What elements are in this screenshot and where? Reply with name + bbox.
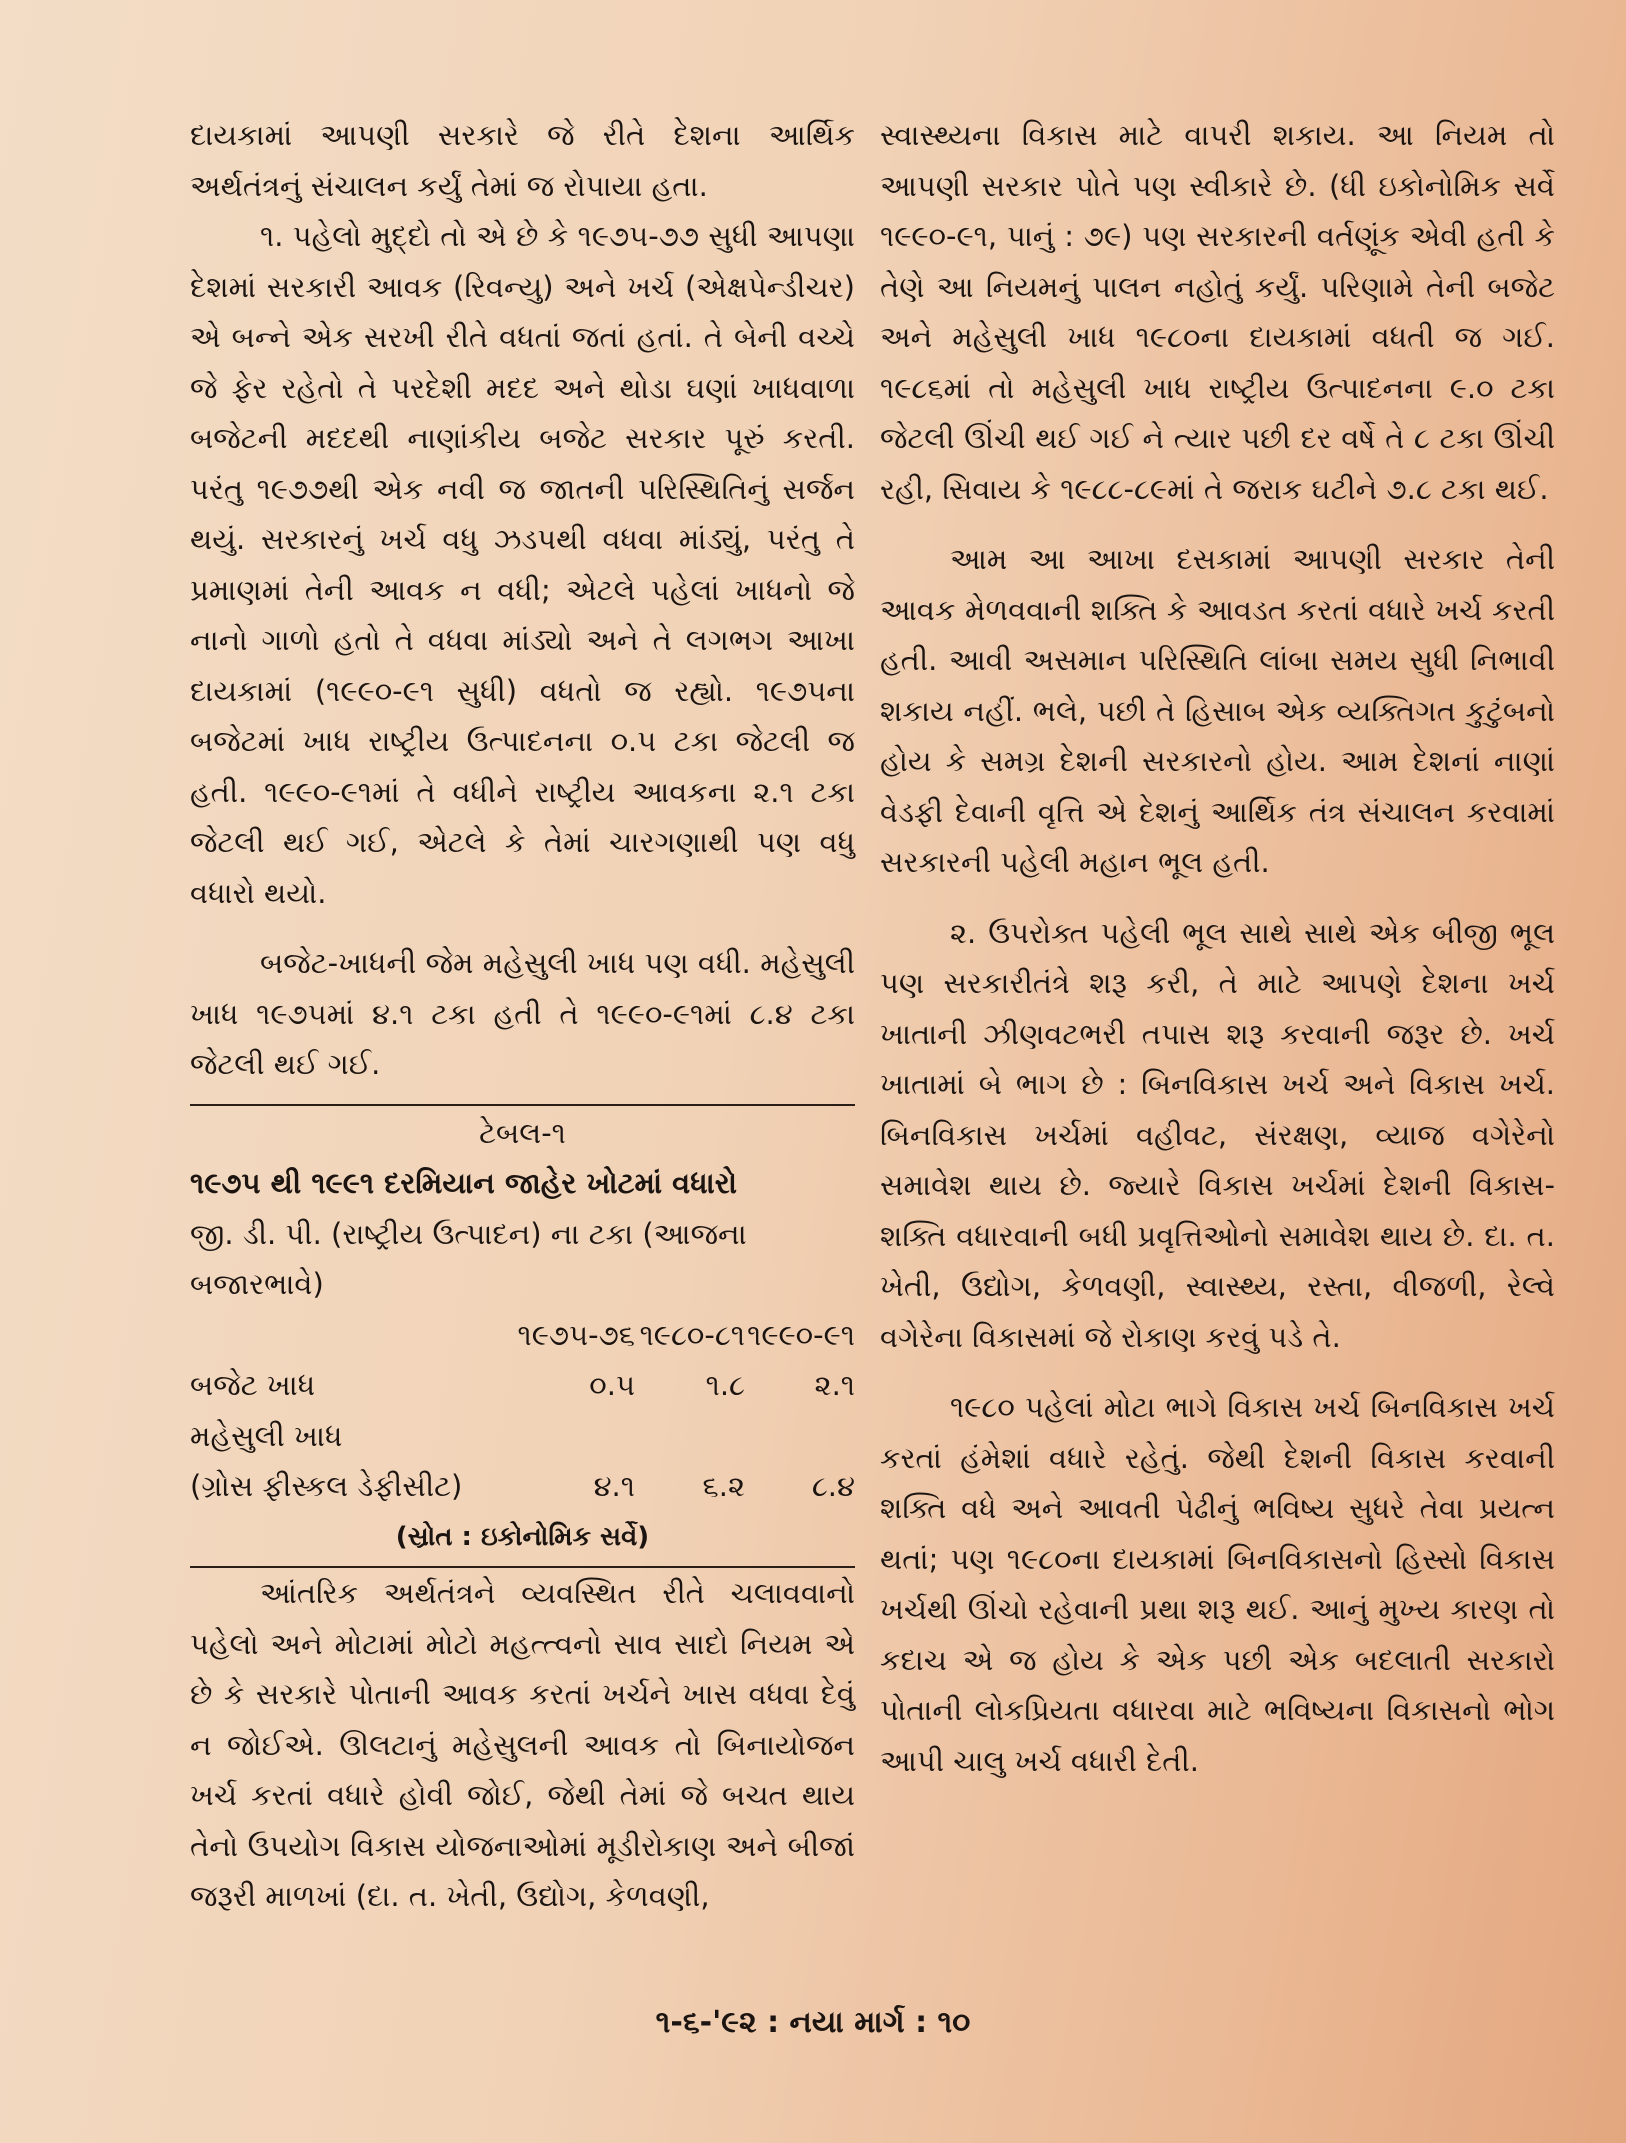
cell-value: ૨.૧	[814, 1368, 855, 1402]
row-label: (ગ્રોસ ફીસ્કલ ડેફીસીટ)	[190, 1469, 463, 1503]
right-column	[880, 110, 1555, 1786]
cell-value: ૪.૧	[593, 1469, 635, 1503]
table-header-row	[190, 1310, 855, 1361]
table-row	[190, 1360, 855, 1411]
row-label: મહેસુલી ખાધ	[190, 1418, 343, 1453]
row-label: બજેટ ખાધ	[190, 1368, 316, 1402]
cell-value: ૬.૨	[702, 1469, 745, 1503]
paragraph: ૧૯૮૦ પહેલાં મોટા ભાગે વિકાસ ખર્ચ બિનવિકાસ ખર્ચ કરતાં હંમેશાં વધારે રહેતું. જેથી દેશની વિકાસ કરવાની શક્તિ વધે અને આવતી પેઢીનું ભવિષ્ય સુધરે તેવા પ્રયત્ન થતાં; પણ ૧૯૮૦ના દાયકામાં બિનવિકાસનો હિસ્સો વિકાસ ખર્ચથી ઊંચો રહેવાની પ્રથા શરૂ થઈ. આનું મુખ્ય કારણ તો કદાચ એ જ હોય કે એક પછી એક બદલાતી સરકારો પોતાની લોકપ્રિયતા વધારવા માટે ભવિષ્યના વિકાસનો ભોગ આપી ચાલુ ખર્ચ વધારી દેતી.	[880, 1390, 1555, 1778]
table-row	[190, 1461, 855, 1512]
table-title: ૧૯૭૫ થી ૧૯૯૧ દરમિયાન જાહેર ખોટમાં વધારો	[190, 1166, 737, 1200]
paragraph: બજેટ-ખાધની જેમ મહેસુલી ખાધ પણ વધી. મહેસુલી ખાધ ૧૯૭૫માં ૪.૧ ટકા હતી તે ૧૯૯૦-૯૧માં ૮.૪ ટકા જેટલી થઈ ગઈ.	[190, 946, 855, 1081]
table-source: (સ્રોત : ઇકોનોમિક સર્વે)	[395, 1521, 650, 1552]
cell-value: ૦.૫	[589, 1368, 635, 1402]
table-label: ટેબલ-૧	[479, 1115, 566, 1150]
table-row	[190, 1411, 855, 1462]
paragraph: આંતરિક અર્થતંત્રને વ્યવસ્થિત રીતે ચલાવવાનો પહેલો અને મોટામાં મોટો મહત્ત્વનો સાવ સાદો નિયમ એ છે કે સરકારે પોતાની આવક કરતાં ખર્ચને ખાસ વધવા દેવું ન જોઈએ. ઊલટાનું મહેસુલની આવક તો બિનાયોજન ખર્ચ કરતાં વધારે હોવી જોઈ, જેથી તેમાં જે બચત થાય તેનો ઉપયોગ વિકાસ યોજનાઓમાં મૂડીરોકાણ અને બીજાં જરૂરી માળખાં (દા. ત. ખેતી, ઉદ્યોગ, કેળવણી,	[190, 1576, 855, 1913]
table-unit: જી. ડી. પી. (રાષ્ટ્રીય ઉત્પાદન) ના ટકા (આજના બજારભાવે)	[190, 1216, 747, 1301]
paragraph: દાયકામાં આપણી સરકારે જે રીતે દેશના આર્થિક અર્થતંત્રનું સંચાલન કર્યું તેમાં જ રોપાયા હતા.	[190, 118, 855, 203]
column-header: ૧૯૮૦-૮૧	[639, 1317, 745, 1352]
paragraph: ૨. ઉપરોક્ત પહેલી ભૂલ સાથે સાથે એક બીજી ભૂલ પણ સરકારીતંત્રે શરૂ કરી, તે માટે આપણે દેશના ખર્ચ ખાતાની ઝીણવટભરી તપાસ શરૂ કરવાની જરૂર છે. ખર્ચ ખાતામાં બે ભાગ છે : બિનવિકાસ ખર્ચ અને વિકાસ ખર્ચ. બિનવિકાસ ખર્ચમાં વહીવટ, સંરક્ષણ, વ્યાજ વગેરેનો સમાવેશ થાય છે. જ્યારે વિકાસ ખર્ચમાં દેશની વિકાસ-શક્તિ વધારવાની બધી પ્રવૃત્તિઓનો સમાવેશ થાય છે. દા. ત. ખેતી, ઉદ્યોગ, કેળવણી, સ્વાસ્થ્ય, રસ્તા, વીજળી, રેલ્વે વગેરેના વિકાસમાં જે રોકાણ કરવું પડે તે.	[880, 915, 1555, 1354]
column-header: ૧૯૯૦-૯૧	[747, 1317, 855, 1352]
table-corner	[190, 1310, 518, 1361]
cell-value: ૮.૪	[811, 1469, 855, 1503]
left-column	[190, 110, 855, 1922]
table-grid	[190, 1310, 855, 1512]
page-footer: ૧-૬-'૯૨ : નયા માર્ગ : ૧૦	[655, 2005, 971, 2040]
cell-value: ૧.૮	[705, 1368, 745, 1402]
data-table	[190, 1104, 855, 1569]
paragraph: આમ આ આખા દસકામાં આપણી સરકાર તેની આવક મેળવવાની શક્તિ કે આવડત કરતાં વધારે ખર્ચ કરતી હતી. આવી અસમાન પરિસ્થિતિ લાંબા સમય સુધી નિભાવી શકાય નહીં. ભલે, પછી તે હિસાબ એક વ્યક્તિગત કુટુંબનો હોય કે સમગ્ર દેશની સરકારનો હોય. આમ દેશનાં નાણાં વેડફી દેવાની વૃત્તિ એ દેશનું આર્થિક તંત્ર સંચાલન કરવામાં સરકારની પહેલી મહાન ભૂલ હતી.	[880, 542, 1555, 879]
paragraph: સ્વાસ્થ્યના વિકાસ માટે વાપરી શકાય. આ નિયમ તો આપણી સરકાર પોતે પણ સ્વીકારે છે. (ધી ઇકોનોમિક સર્વે ૧૯૯૦-૯૧, પાનું : ૭૯) પણ સરકારની વર્તણૂંક એવી હતી કે તેણે આ નિયમનું પાલન નહોતું કર્યું. પરિણામે તેની બજેટ અને મહેસુલી ખાધ ૧૯૮૦ના દાયકામાં વધતી જ ગઈ. ૧૯૮૬માં તો મહેસુલી ખાધ રાષ્ટ્રીય ઉત્પાદનના ૯.૦ ટકા જેટલી ઊંચી થઈ ગઈ ને ત્યાર પછી દર વર્ષે તે ૮ ટકા ઊંચી રહી, સિવાય કે ૧૯૮૮-૮૯માં તે જરાક ઘટીને ૭.૮ ટકા થઈ.	[880, 118, 1555, 506]
column-header: ૧૯૭૫-૭૬	[517, 1317, 635, 1352]
paragraph: ૧. પહેલો મુદ્દો તો એ છે કે ૧૯૭૫-૭૭ સુધી આપણા દેશમાં સરકારી આવક (રિવન્યુ) અને ખર્ચ (એક્ષપેન્ડીચર) એ બન્ને એક સરખી રીતે વધતાં જતાં હતાં. તે બેની વચ્ચે જે ફેર રહેતો તે પરદેશી મદદ અને થોડા ઘણાં ખાધવાળા બજેટની મદદથી નાણાંકીય બજેટ સરકાર પૂરું કરતી. પરંતુ ૧૯૭૭થી એક નવી જ જાતની પરિસ્થિતિનું સર્જન થયું. સરકારનું ખર્ચ વધુ ઝડપથી વધવા માંડ્યું, પરંતુ તે પ્રમાણમાં તેની આવક ન વધી; એટલે પહેલાં ખાધનો જે નાનો ગાળો હતો તે વધવા માંડ્યો અને તે લગભગ આખા દાયકામાં (૧૯૯૦-૯૧ સુધી) વધતો જ રહ્યો. ૧૯૭૫ના બજેટમાં ખાધ રાષ્ટ્રીય ઉત્પાદનના ૦.૫ ટકા જેટલી જ હતી. ૧૯૯૦-૯૧માં તે વધીને રાષ્ટ્રીય આવકના ૨.૧ ટકા જેટલી થઈ ગઈ, એટલે કે તેમાં ચારગણાથી પણ વધુ વધારો થયો.	[190, 219, 855, 910]
